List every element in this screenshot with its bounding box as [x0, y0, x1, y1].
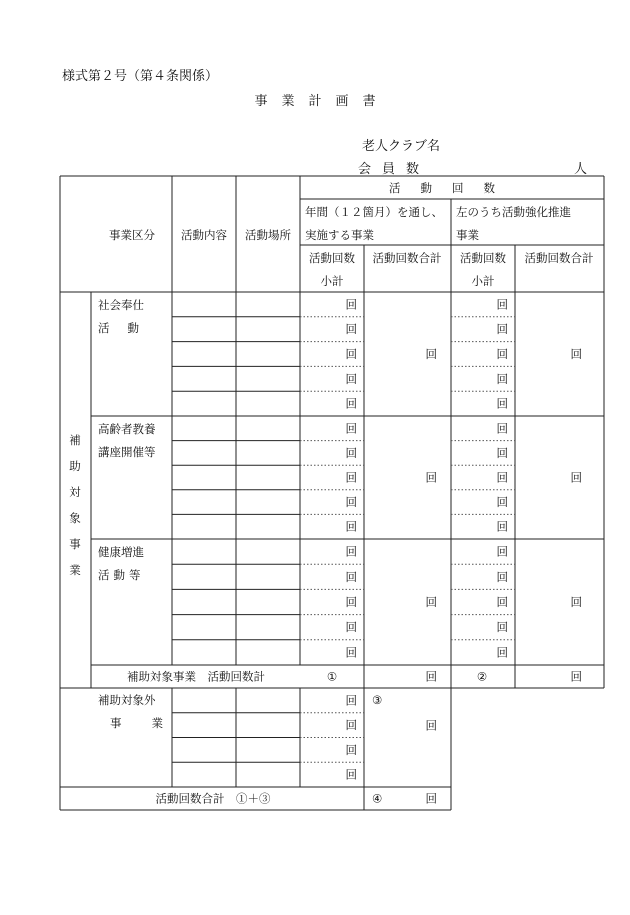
count-unit: 回 — [345, 445, 357, 460]
total-header: 活動回数合計 — [524, 251, 594, 265]
subtotal-header: 活動回数 — [309, 251, 355, 265]
subsidized-total-label: 補助対象事業 活動回数計 — [127, 669, 265, 684]
count-unit: 回 — [496, 645, 508, 660]
count-unit: 回 — [496, 569, 508, 584]
activity-place-header: 活動場所 — [245, 228, 291, 242]
count-unit: 回 — [345, 297, 357, 312]
category-label: 高齢者教養 — [98, 422, 156, 436]
count-unit: 回 — [425, 718, 437, 733]
document-title: 事業計画書 — [254, 94, 390, 109]
count-unit: 回 — [345, 470, 357, 485]
count-unit: 回 — [345, 322, 357, 337]
count-unit: 回 — [496, 297, 508, 312]
count-unit: 回 — [345, 742, 357, 757]
circled-mark: ② — [476, 669, 488, 684]
count-unit: 回 — [345, 767, 357, 782]
annual-events-header: 年間（１２箇月）を通し、 — [305, 205, 443, 219]
count-unit: 回 — [345, 347, 357, 361]
count-unit: 回 — [345, 595, 357, 609]
count-unit: 回 — [425, 470, 437, 485]
count-unit: 回 — [570, 669, 582, 684]
total-header: 活動回数合計 — [372, 251, 442, 265]
circled-mark: ① — [326, 669, 338, 684]
grand-total-label: 活動回数合計 ①＋③ — [155, 791, 271, 806]
subtotal-header: 活動回数 — [460, 251, 506, 265]
strengthening-events-header: 事業 — [456, 228, 479, 242]
count-unit: 回 — [345, 718, 357, 733]
count-unit: 回 — [345, 371, 357, 386]
circled-mark: ③ — [372, 693, 383, 707]
count-unit: 回 — [345, 693, 357, 708]
count-unit: 回 — [496, 322, 508, 337]
subtotal-header: 小計 — [320, 274, 344, 288]
activity-content-header: 活動内容 — [181, 228, 227, 242]
category-label: 活動等 — [98, 568, 145, 582]
count-unit: 回 — [345, 519, 357, 534]
count-unit: 回 — [496, 519, 508, 534]
member-count-unit: 人 — [574, 162, 588, 177]
count-unit: 回 — [345, 421, 357, 436]
count-unit: 回 — [496, 396, 508, 411]
count-unit: 回 — [425, 669, 437, 684]
circled-mark: ④ — [372, 791, 383, 806]
form-number: 様式第２号（第４条関係） — [62, 69, 219, 84]
activity-count-header: 活動回数 — [389, 181, 515, 195]
annual-events-header: 実施する事業 — [305, 228, 374, 242]
count-unit: 回 — [570, 347, 582, 361]
count-unit: 回 — [425, 595, 437, 609]
count-unit: 回 — [570, 470, 582, 485]
category-label: 健康増進 — [98, 545, 144, 559]
club-name-label: 老人クラブ名 — [362, 139, 441, 154]
count-unit: 回 — [345, 645, 357, 660]
non-subsidized-label: 事業 — [110, 716, 193, 730]
count-unit: 回 — [345, 544, 357, 559]
count-unit: 回 — [496, 445, 508, 460]
count-unit: 回 — [496, 371, 508, 386]
count-unit: 回 — [345, 569, 357, 584]
count-unit: 回 — [425, 791, 437, 806]
non-subsidized-label: 補助対象外 — [98, 693, 156, 707]
member-count-label: 会員数 — [358, 162, 431, 177]
category-label: 活動 — [98, 321, 157, 335]
count-unit: 回 — [570, 595, 582, 609]
category-label: 講座開催等 — [98, 445, 156, 459]
category-label: 社会奉仕 — [98, 298, 144, 312]
count-unit: 回 — [496, 620, 508, 635]
subtotal-header: 小計 — [471, 274, 495, 288]
strengthening-events-header: 左のうち活動強化推進 — [456, 205, 571, 219]
count-unit: 回 — [496, 544, 508, 559]
count-unit: 回 — [345, 495, 357, 510]
count-unit: 回 — [345, 620, 357, 635]
count-unit: 回 — [496, 347, 508, 361]
category-header: 事業区分 — [109, 228, 155, 242]
count-unit: 回 — [496, 495, 508, 510]
count-unit: 回 — [496, 595, 508, 609]
count-unit: 回 — [345, 396, 357, 411]
count-unit: 回 — [496, 421, 508, 436]
subsidized-category-label: 補助対象事業 — [69, 433, 81, 577]
count-unit: 回 — [496, 470, 508, 485]
count-unit: 回 — [425, 347, 437, 361]
